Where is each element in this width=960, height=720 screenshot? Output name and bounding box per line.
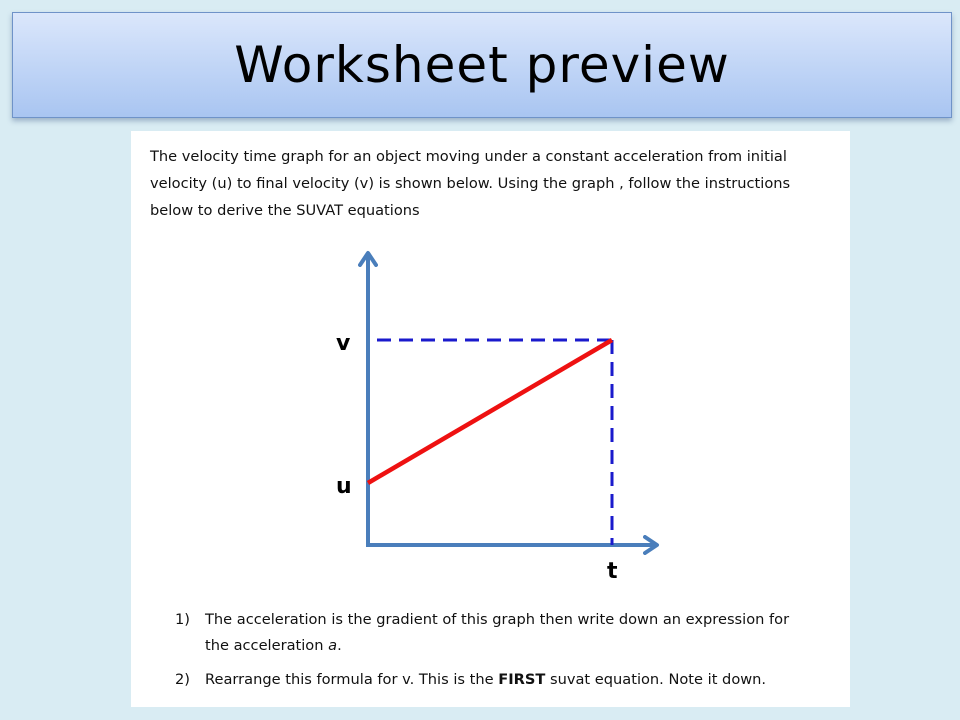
slide-title: Worksheet preview <box>234 36 730 94</box>
instruction-item <box>175 607 835 659</box>
instruction-text: suvat equation. Note it down. <box>545 671 767 688</box>
title-banner <box>12 12 952 118</box>
instruction-text: the acceleration <box>205 637 329 654</box>
worksheet-page <box>131 131 850 707</box>
label-v: v <box>336 331 351 356</box>
velocity-line <box>368 340 612 483</box>
instruction-text: Rearrange this formula for v. This is the <box>205 671 499 688</box>
label-u: u <box>336 474 352 499</box>
instruction-text: . <box>337 637 342 654</box>
instruction-list <box>175 607 835 693</box>
variable-a: a <box>328 637 338 654</box>
intro-line-1: The velocity time graph for an object moving under a constant acceleration from initial <box>150 148 787 165</box>
intro-line-3: below to derive the SUVAT equations <box>150 202 420 219</box>
instruction-item <box>175 667 835 693</box>
label-t: t <box>607 559 618 584</box>
emphasis-first: FIRST <box>498 671 546 688</box>
instruction-number: 2) <box>175 671 190 688</box>
instruction-text: The acceleration is the gradient of this graph then write down an expression for <box>205 611 790 628</box>
instruction-number: 1) <box>175 611 190 628</box>
intro-line-2: velocity (u) to final velocity (v) is shown below. Using the graph , follow the instructions <box>150 175 791 192</box>
